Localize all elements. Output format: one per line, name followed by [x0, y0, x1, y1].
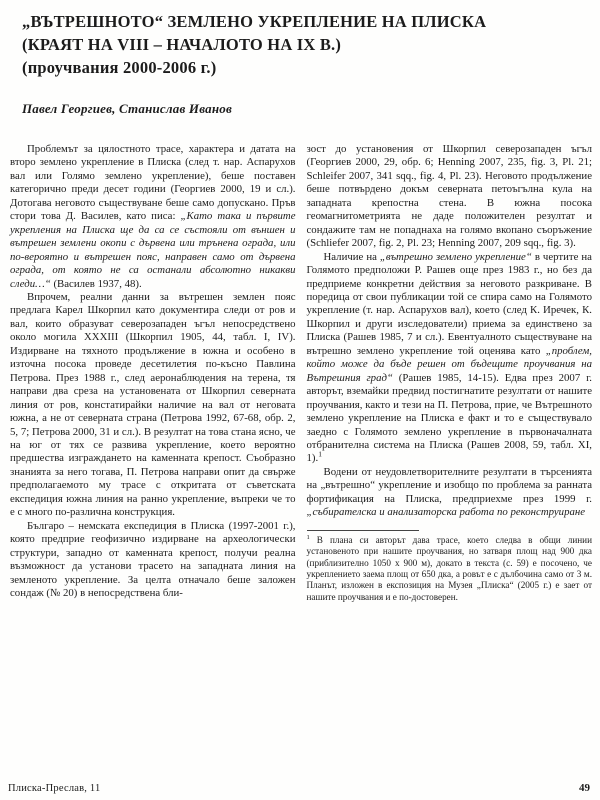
journal-name: Плиска-Преслав, 11	[8, 783, 101, 794]
text-run: Българо – немската експедиция в Плиска (1997-2001 г.), която предприе геофизично издирване на археологически структури, западно от каменната крепост, получи реална възможност да установи трасето на западната линия на земленото укрепление. За целта отначало беше заложен сондаж (№ 20) в непосредствена бли-	[10, 519, 296, 599]
paragraph	[10, 143, 296, 291]
text-run: „проблем, който може да бъде решен от бъдещите проучвания на Вътрешния град“	[306, 344, 592, 384]
text-run: (Василев 1937, 48).	[50, 277, 142, 290]
text-run: Впрочем, реални данни за вътрешен землен пояс предлага Карел Шкорпил като документира следи от ров и вал, които образуват северозападен ъгъл непосредствено около могила XXXIII (Шкорпил 1905, 44, табл. I, IV). Издирване на тяхното продължение в южна и особено в източна посока проведе десетилетия по-късно Павлина Петрова. През 1988 г., след аеронаблюдения на терена, тя направи два среза на установената от Шкорпил северната линия от ров, констатирайки наличие на вал от неговата южна, а не от северната страна (Петрова 1992, 67-68, обр. 2, 5, 7; Петрова 2000, 31 и сл.). В резултат на това стана ясно, че на юг от тях се развива укрепление, което вероятно предшества изграждането на каменната крепост. Съобразно знанията за него тогава, П. Петрова направи опит да свърже предполагаемото му трасе с откритата от съветската експедиция южна линия на ранно укрепление, въпреки че то е с много по-различна конструкция.	[10, 290, 296, 519]
paragraph	[307, 466, 593, 520]
text-column-left	[10, 143, 296, 743]
authors: Павел Георгиев, Станислав Иванов	[22, 101, 232, 116]
text-run: В плана си авторът дава трасе, което следва в общи линии установеното при нашите проучвания, но затваря площ над 900 дка (приблизително 1050 х 900 м), докато в текста (с. 59) е посочено, че укреплението заема площ от 650 дка, а ровът е с дълбочина само от 3 м. Планът, изложен в експозиция на Музея „Плиска“ (2005 г.) е зает от нашите проучвания и е по-достоверен.	[306, 534, 592, 602]
body-columns	[0, 143, 600, 743]
text-run: Водени от неудовлетворителните резултати в търсенията на „вътрешно“ укрепление и изобщо по проблема за ранната фортификация на Плиска, предприехме през 1999 г.	[306, 465, 592, 505]
text-run: в чертите на Голямото предположи Р. Рашев още през 1983 г., но без да предприеме конкретни действия за неговото разкриване. В поредица от свои публикации той се спира само на Голямото укрепление (т. нар. Аспарухов вал), което (след К. Иречек, К. Шкорпил и други изследователи) приема за единствено за Плиска (Рашев 1985, 7 и сл.). Евентуалното съществуване на вътрешно землено укрепление той оценява като	[306, 250, 592, 357]
text-run: Проблемът за цялостното трасе, характера и датата на второ землено укрепление в Плиска (след т. нар. Аспарухов вал или Голямо землено укрепление), беше поставен категорично преди десет години (Георгиев 2000, 19 и сл.). Дотогава неговото съществуване беше само допускано. Пръв стори това Д. Василев, като писа:	[10, 143, 296, 223]
title-line-2: (КРАЯТ НА VIII – НАЧАЛОТО НА IX В.)	[22, 35, 342, 54]
text-column-right-paragraphs	[307, 143, 593, 520]
footnote-separator	[307, 530, 419, 531]
text-run: „събирателска и анализаторска работа по реконструиране	[306, 506, 586, 519]
text-run: „вътрешно землено укрепление“	[379, 250, 532, 263]
page-number: 49	[579, 782, 590, 794]
text-column-right	[307, 143, 593, 743]
paragraph	[10, 520, 296, 601]
paragraph	[307, 143, 593, 251]
text-run: Наличие на	[323, 250, 380, 263]
footnote-text	[307, 535, 593, 603]
text-run: (Рашев 1985, 14-15). Едва през 2007 г. авторът, вземайки предвид постигнатите резултати от нашите проучвания, както и тези на П. Петрова, прие, че Вътрешното землено укрепление на Плиска е факт и то е съществувало заедно с Голямото землено укрепление в първоначалната отбранителна система на Плиска (Рашев 2008, 59, табл. XI, 1).	[306, 371, 592, 465]
paragraph	[10, 291, 296, 520]
paragraph	[307, 251, 593, 466]
text-run: „Като така и първите укрепления на Плиска ще да са се състояли от външен и вътрешен землени окопи с дървена или трънена ограда, или по-вероятно и вътрешен пояс, направен само от дървена ограда, от която не са останали абсолютно никакви следи…“	[10, 210, 296, 290]
page-footer	[0, 782, 600, 794]
title-line-1: „ВЪТРЕШНОТО“ ЗЕМЛЕНО УКРЕПЛЕНИЕ НА ПЛИСКА	[22, 12, 487, 31]
footnote-ref: 1	[318, 449, 322, 459]
footnote-ref: 1	[306, 533, 310, 541]
text-run: зост до установения от Шкорпил северозападен ъгъл (Георгиев 2000, 29, обр. 6; Henning 2007, 235, fig. 3, Pl. 21; Schleifer 2007, 341 sqq., fig. 4, Pl. 23). Неговото продължение беше потвърдено докъм северната петоъгълна кула на западната крепостна стена. В южна посока геомагнитометрията не даде положителен резултат и сондажите там не попаднаха на голямо вкопано съоръжение (Schliefer 2007, fig. 2, Pl. 23; Henning 2007, 209 sqq., fig. 3).	[306, 143, 592, 250]
article-title	[0, 0, 600, 79]
title-line-3: (проучвания 2000-2006 г.)	[22, 58, 217, 77]
footnote-block	[307, 530, 593, 603]
